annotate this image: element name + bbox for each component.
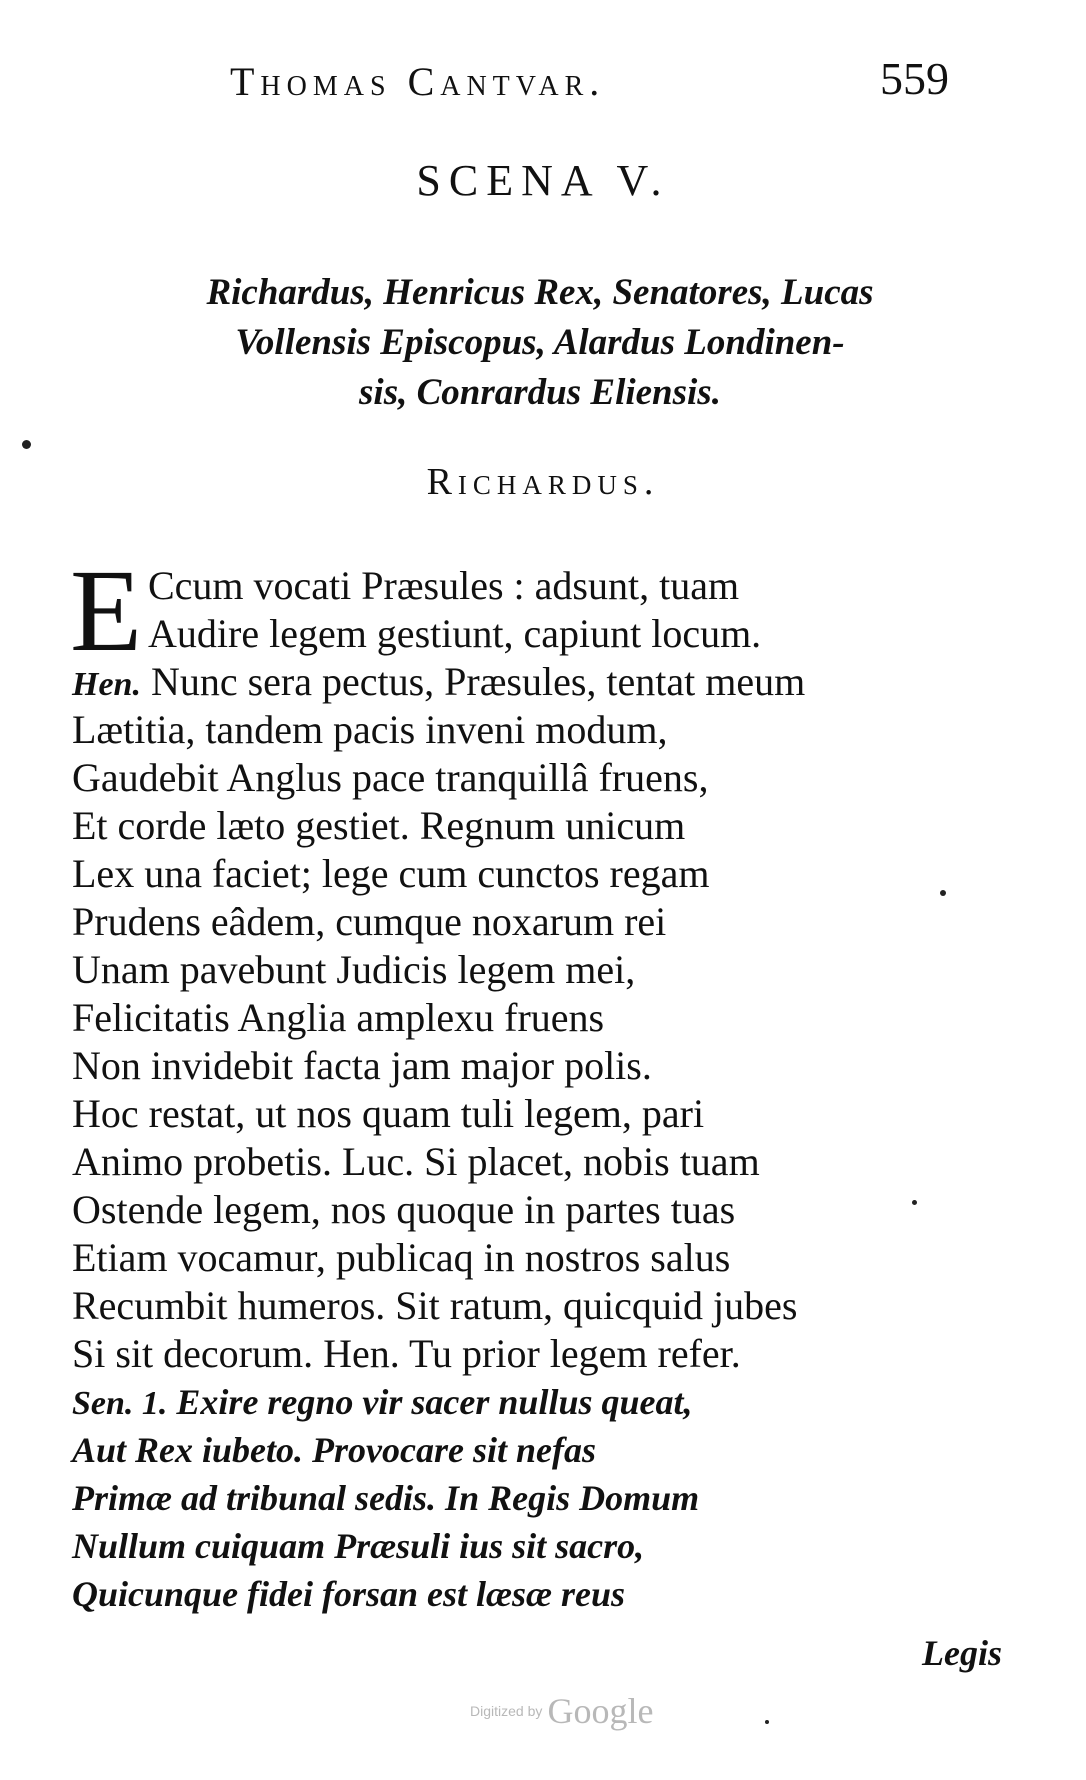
page-number: 559	[880, 53, 949, 104]
verse-text: Hoc restat, ut nos quam tuli legem, pari	[72, 1091, 705, 1136]
verse-text: Quicunque fidei forsan est læsæ reus	[72, 1574, 626, 1614]
verse-text: Etiam vocamur, publicaq in nostros salus	[72, 1235, 731, 1280]
verse-body	[72, 658, 992, 1618]
verse-line	[72, 898, 992, 946]
verse-text: Non invidebit facta jam major polis.	[72, 1043, 652, 1088]
verse-line	[72, 1378, 992, 1426]
speaker-label: Hen.	[72, 666, 141, 703]
scan-speck	[22, 440, 31, 449]
verse-text: Nullum cuiquam Præsuli ius sit sacro,	[72, 1526, 645, 1566]
verse-line: Ccum vocati Præsules : adsunt, tuam	[148, 563, 740, 608]
verse-line	[72, 1138, 992, 1186]
drop-cap: E	[70, 545, 143, 676]
verse-line: Audire legem gestiunt, capiunt locum.	[148, 611, 762, 656]
speaker-label: Sen. 1.	[72, 1385, 168, 1422]
running-title: Thomas Cantvar.	[230, 59, 606, 104]
verse-line	[72, 754, 992, 802]
digitized-watermark	[470, 1690, 653, 1732]
verse-line	[72, 706, 992, 754]
google-logo: Google	[547, 1691, 654, 1731]
verse-text: Et corde læto gestiet. Regnum unicum	[72, 803, 686, 848]
speaker-heading: Richardus.	[426, 461, 660, 503]
verse-line	[72, 802, 992, 850]
verse-line	[72, 1474, 992, 1522]
verse-line	[72, 1330, 992, 1378]
verse-line	[72, 946, 992, 994]
cast-line: sis, Conrardus Eliensis.	[359, 372, 721, 413]
verse-text: Nunc sera pectus, Præsules, tentat meum	[140, 659, 806, 704]
scene-title: SCENA V.	[416, 156, 670, 205]
verse-line	[72, 1090, 992, 1138]
opening-lines	[148, 562, 761, 658]
scan-speck	[912, 1200, 917, 1205]
verse-line	[72, 1570, 992, 1618]
verse-text: Gaudebit Anglus pace tranquillâ fruens,	[72, 755, 709, 800]
cast-line: Richardus, Henricus Rex, Senatores, Lucas	[206, 272, 874, 313]
verse-text: Ostende legem, nos quoque in partes tuas	[72, 1187, 736, 1232]
verse-text: Si sit decorum. Hen. Tu prior legem refer.	[72, 1331, 741, 1376]
verse-line	[72, 994, 992, 1042]
scan-speck	[940, 890, 946, 896]
verse-text: Lex una faciet; lege cum cunctos regam	[72, 851, 710, 896]
verse-line	[72, 1234, 992, 1282]
verse-line	[72, 658, 992, 706]
watermark-prefix: Digitized by	[470, 1703, 543, 1719]
verse-line	[72, 1042, 992, 1090]
verse-text: Prudens eâdem, cumque noxarum rei	[72, 899, 667, 944]
verse-text: Animo probetis. Luc. Si placet, nobis tuam	[72, 1139, 760, 1184]
verse-line	[72, 1282, 992, 1330]
verse-line	[72, 1522, 992, 1570]
verse-text: Lætitia, tandem pacis inveni modum,	[72, 707, 668, 752]
scan-speck	[765, 1720, 769, 1724]
catchword: Legis	[922, 1633, 1002, 1673]
verse-line	[72, 1426, 992, 1474]
dramatis-personae	[100, 268, 980, 418]
verse-text: Unam pavebunt Judicis legem mei,	[72, 947, 636, 992]
verse-text: Aut Rex iubeto. Provocare sit nefas	[72, 1430, 596, 1470]
verse-text: Felicitatis Anglia amplexu fruens	[72, 995, 605, 1040]
verse-text: Primæ ad tribunal sedis. In Regis Domum	[72, 1478, 700, 1518]
verse-text: Recumbit humeros. Sit ratum, quicquid jubes	[72, 1283, 798, 1328]
cast-line: Vollensis Episcopus, Alardus Londinen-	[235, 322, 845, 363]
verse-line	[72, 850, 992, 898]
verse-line	[72, 1186, 992, 1234]
verse-text: Exire regno vir sacer nullus queat,	[167, 1382, 693, 1422]
